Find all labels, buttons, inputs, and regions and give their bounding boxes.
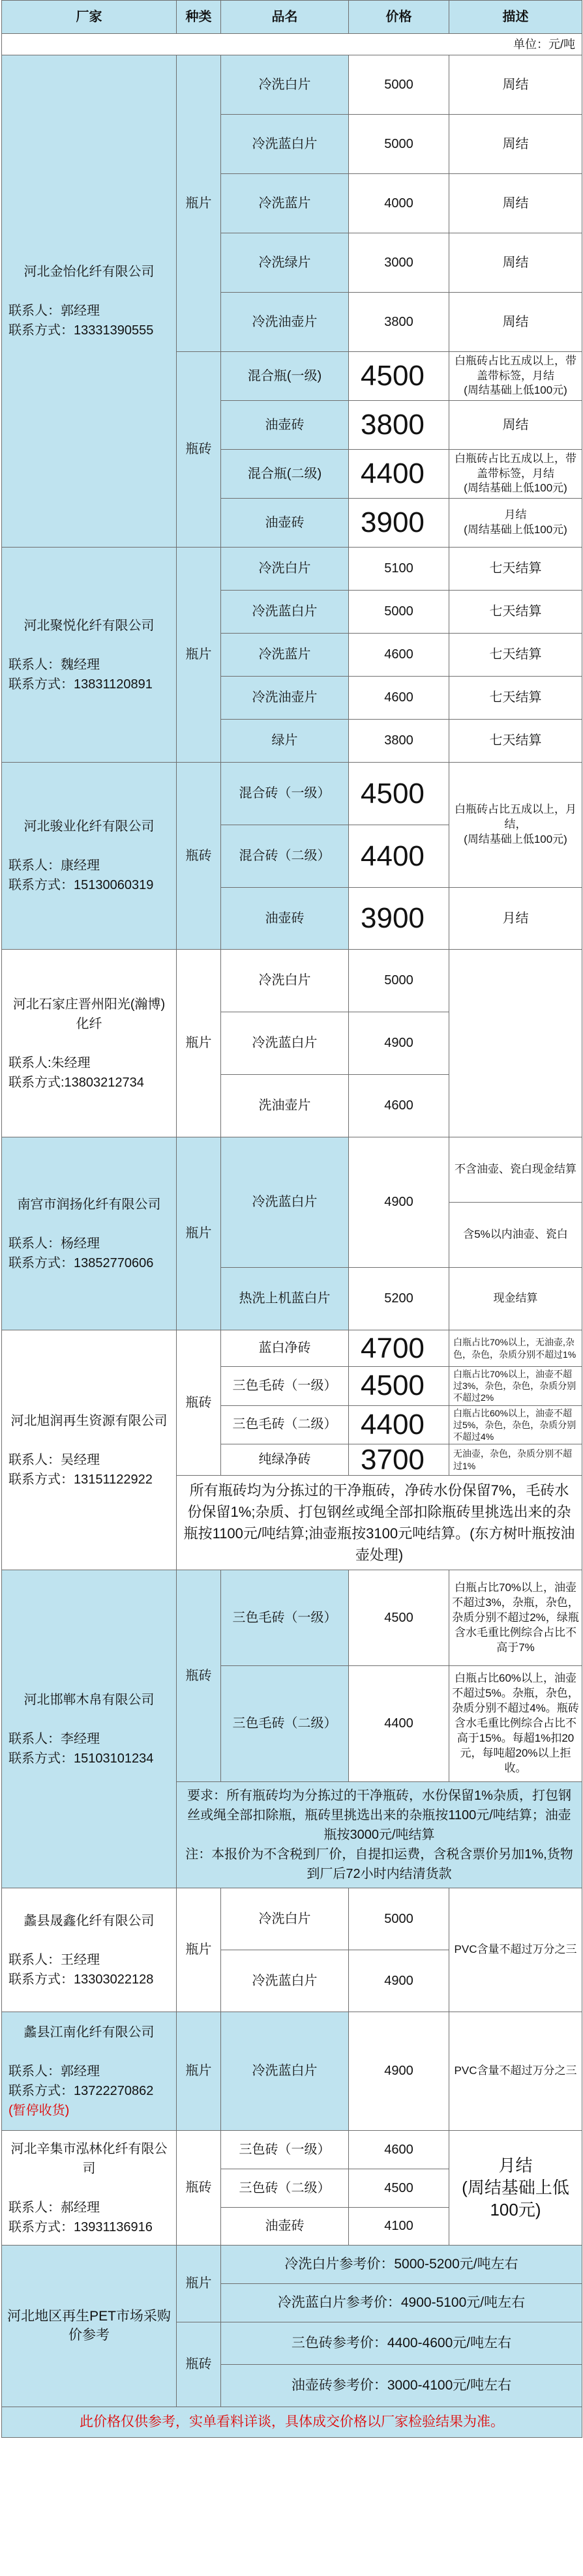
price-cell: 5000 — [349, 591, 449, 634]
desc-cell: 白瓶占比60%以上，油壶不超过5%，杂色，杂色，杂质分别不超过4% — [449, 1405, 582, 1444]
table-row — [2, 763, 582, 825]
company-phone: 联系方式：13331390555 — [8, 323, 154, 338]
product-cell: 冷洗蓝白片 — [221, 115, 349, 174]
price-cell: 3800 — [349, 401, 449, 450]
kind-cell: 瓶片 — [177, 1888, 221, 2012]
price-cell: 4500 — [349, 1570, 449, 1666]
table-row — [2, 1137, 582, 1203]
product-cell: 三色砖（一级） — [221, 2131, 349, 2169]
price-cell: 4100 — [349, 2208, 449, 2246]
price-cell: 4700 — [349, 1330, 449, 1367]
desc-cell: 不含油壶、瓷白现金结算 — [449, 1137, 582, 1203]
kind-cell: 瓶砖 — [177, 2131, 221, 2246]
company-contact: 联系人：魏经理 — [8, 657, 100, 672]
kind-cell: 瓶片 — [177, 1137, 221, 1330]
table-row — [2, 2012, 582, 2131]
product-cell: 油壶砖 — [221, 499, 349, 548]
product-cell: 混合砖（一级） — [221, 763, 349, 825]
product-cell: 热洗上机蓝白片 — [221, 1268, 349, 1330]
product-cell: 冷洗蓝白片 — [221, 1137, 349, 1268]
price-cell: 4400 — [349, 1666, 449, 1782]
price-cell: 3800 — [349, 293, 449, 352]
desc-cell: 周结 — [449, 293, 582, 352]
product-cell: 三色砖（二级） — [221, 2169, 349, 2208]
company-contact: 联系人：李经理 — [8, 1731, 100, 1746]
company-name: 河北骏业化纤有限公司 — [23, 819, 155, 834]
price-cell: 5100 — [349, 548, 449, 591]
desc-cell: 白瓶占比70%以上，油壶不超过3%，杂色，杂色，杂质分别不超过2% — [449, 1367, 582, 1406]
company-cell — [2, 1137, 177, 1330]
company-phone: 联系方式：13831120891 — [8, 677, 153, 692]
desc-cell: 白瓶砖占比五成以上，带盖带标签，月结 (周结基础上低100元) — [449, 352, 582, 401]
price-cell: 5000 — [349, 55, 449, 115]
product-cell: 冷洗蓝白片 — [221, 591, 349, 634]
price-cell: 5200 — [349, 1268, 449, 1330]
product-cell: 冷洗蓝白片 — [221, 1950, 349, 2012]
company-phone: 联系方式：13852770606 — [8, 1255, 154, 1270]
kind-cell: 瓶砖 — [177, 1570, 221, 1782]
footer-disclaimer: 此价格仅供参考，实单看料详谈，具体成交价格以厂家检验结果为准。 — [2, 2407, 582, 2438]
company-phone: 联系方式：13303022128 — [8, 1972, 154, 1987]
company-cell — [2, 763, 177, 950]
price-cell: 4500 — [349, 352, 449, 401]
price-cell: 5000 — [349, 1888, 449, 1950]
desc-cell: 七天结算 — [449, 548, 582, 591]
company-contact: 联系人：郭经理 — [8, 304, 100, 318]
header-product: 品名 — [221, 1, 349, 34]
product-cell: 冷洗蓝片 — [221, 174, 349, 233]
note-cell: 要求：所有瓶砖均为分拣过的干净瓶砖，水份保留1%杂质，打包钢丝或绳全部扣除瓶，瓶砖里挑选出来的杂瓶按1100元/吨结算；油壶瓶按3000元/吨结算 注：本报价为不含税到厂价，自提扣运费，含税含票价另加1%,货物到厂后72小时内结清货款 — [177, 1782, 582, 1888]
company-contact: 联系人：康经理 — [8, 858, 100, 873]
kind-cell: 瓶砖 — [177, 763, 221, 950]
price-cell: 4400 — [349, 1405, 449, 1444]
company-cell — [2, 1888, 177, 2012]
product-cell: 冷洗蓝片 — [221, 634, 349, 677]
desc-cell: 白瓶占比70%以上，无油壶,杂色，杂色，杂质分别不超过1% — [449, 1330, 582, 1367]
company-cell — [2, 548, 177, 763]
desc-cell: 月结 (周结基础上低100元) — [449, 499, 582, 548]
desc-cell: 现金结算 — [449, 1268, 582, 1330]
product-cell: 冷洗白片 — [221, 950, 349, 1012]
kind-cell: 瓶砖 — [177, 352, 221, 548]
product-cell: 绿片 — [221, 720, 349, 763]
product-cell: 冷洗白片 — [221, 55, 349, 115]
reference-line: 三色砖参考价：4400-4600元/吨左右 — [221, 2322, 582, 2365]
table-row — [2, 1330, 582, 1367]
reference-title: 河北地区再生PET市场采购价参考 — [2, 2246, 177, 2407]
price-cell: 4600 — [349, 1075, 449, 1137]
product-cell: 冷洗绿片 — [221, 233, 349, 293]
company-phone: 联系方式：15130060319 — [8, 878, 154, 892]
company-contact: 联系人：郭经理 — [8, 2064, 100, 2079]
kind-cell: 瓶片 — [177, 55, 221, 352]
product-cell: 油壶砖 — [221, 2208, 349, 2246]
price-table — [1, 0, 582, 2438]
table-row — [2, 1888, 582, 1950]
price-cell: 3000 — [349, 233, 449, 293]
product-cell: 冷洗蓝白片 — [221, 1012, 349, 1075]
price-cell: 3800 — [349, 720, 449, 763]
header-description: 描述 — [449, 1, 582, 34]
company-contact: 联系人:朱经理 — [8, 1055, 91, 1070]
product-cell: 混合砖（二级） — [221, 825, 349, 888]
footer-row — [2, 2407, 582, 2438]
price-cell: 4600 — [349, 2131, 449, 2169]
reference-line: 冷洗白片参考价：5000-5200元/吨左右 — [221, 2246, 582, 2284]
product-cell: 油壶砖 — [221, 888, 349, 950]
kind-cell: 瓶片 — [177, 548, 221, 763]
header-kind: 种类 — [177, 1, 221, 34]
company-name: 河北辛集市泓林化纤有限公司 — [10, 2141, 168, 2176]
price-cell: 4500 — [349, 2169, 449, 2208]
price-cell: 5000 — [349, 115, 449, 174]
company-name: 南宫市润扬化纤有限公司 — [17, 1197, 161, 1212]
product-cell: 冷洗白片 — [221, 548, 349, 591]
company-cell — [2, 2131, 177, 2246]
kind-cell: 瓶砖 — [177, 1330, 221, 1476]
price-cell: 4400 — [349, 450, 449, 499]
product-cell: 冷洗油壶片 — [221, 293, 349, 352]
desc-cell: 周结 — [449, 174, 582, 233]
desc-cell: 白瓶占比70%以上，油壶不超过3%，杂瓶，杂色，杂质分别不超过2%，绿瓶含水毛重比例综合占比不高于7% — [449, 1570, 582, 1666]
price-cell: 4400 — [349, 825, 449, 888]
product-cell: 冷洗蓝白片 — [221, 2012, 349, 2131]
company-name: 蠡县晟鑫化纤有限公司 — [23, 1913, 155, 1928]
product-cell: 冷洗油壶片 — [221, 677, 349, 720]
company-cell — [2, 1330, 177, 1570]
product-cell: 三色毛砖（二级） — [221, 1666, 349, 1782]
unit-label: 单位：元/吨 — [2, 34, 582, 55]
company-name: 河北石家庄晋州阳光(瀚博)化纤 — [12, 997, 166, 1031]
desc-cell: 白瓶占比60%以上，油壶不超过5%。杂瓶，杂色，杂质分别不超过4%。瓶砖含水毛重比例综合占比不高于15%。每超1%扣20元，每吨超20%以上拒收。 — [449, 1666, 582, 1782]
kind-cell: 瓶砖 — [177, 2322, 221, 2407]
kind-cell: 瓶片 — [177, 950, 221, 1137]
kind-cell: 瓶片 — [177, 2012, 221, 2131]
table-row — [2, 2131, 582, 2169]
product-cell: 油壶砖 — [221, 401, 349, 450]
price-cell: 4500 — [349, 1367, 449, 1406]
desc-cell: 白瓶砖占比五成以上，月结， (周结基础上低100元) — [449, 763, 582, 888]
company-cell — [2, 2012, 177, 2131]
company-name: 河北金怡化纤有限公司 — [23, 265, 155, 279]
table-row — [2, 2246, 582, 2284]
header-row — [2, 1, 582, 34]
company-cell — [2, 55, 177, 548]
header-price: 价格 — [349, 1, 449, 34]
company-name: 河北旭润再生资源有限公司 — [10, 1413, 168, 1428]
product-cell: 混合瓶(一级) — [221, 352, 349, 401]
reference-line: 油壶砖参考价：3000-4100元/吨左右 — [221, 2365, 582, 2407]
company-contact: 联系人：杨经理 — [8, 1236, 100, 1251]
desc-cell: 七天结算 — [449, 634, 582, 677]
price-cell: 4600 — [349, 677, 449, 720]
desc-cell: 周结 — [449, 115, 582, 174]
price-sheet — [1, 0, 582, 2438]
product-cell: 洗油壶片 — [221, 1075, 349, 1137]
company-phone: 联系方式：15103101234 — [8, 1751, 154, 1766]
desc-cell: 周结 — [449, 233, 582, 293]
table-row — [2, 55, 582, 115]
kind-cell: 瓶片 — [177, 2246, 221, 2322]
company-cell — [2, 1570, 177, 1888]
company-name: 河北邯郸木帛有限公司 — [23, 1692, 155, 1707]
desc-cell: 白瓶砖占比五成以上，带盖带标签，月结 (周结基础上低100元) — [449, 450, 582, 499]
product-cell: 纯绿净砖 — [221, 1444, 349, 1476]
reference-line: 冷洗蓝白片参考价：4900-5100元/吨左右 — [221, 2284, 582, 2322]
company-phone: 联系方式：13722270862 — [8, 2083, 154, 2098]
price-cell: 3700 — [349, 1444, 449, 1476]
product-cell: 三色毛砖（二级） — [221, 1405, 349, 1444]
unit-row — [2, 34, 582, 55]
desc-cell: 含5%以内油壶、瓷白 — [449, 1203, 582, 1268]
company-contact: 联系人：吴经理 — [8, 1452, 100, 1467]
desc-cell: 七天结算 — [449, 677, 582, 720]
company-cell — [2, 950, 177, 1137]
product-cell: 混合瓶(二级) — [221, 450, 349, 499]
desc-cell — [449, 950, 582, 1137]
company-contact: 联系人：郝经理 — [8, 2200, 100, 2215]
price-cell: 4900 — [349, 1137, 449, 1268]
product-cell: 三色毛砖（一级） — [221, 1570, 349, 1666]
table-row — [2, 548, 582, 591]
company-name: 蠡县江南化纤有限公司 — [23, 2025, 155, 2040]
desc-cell: 七天结算 — [449, 720, 582, 763]
desc-cell: 七天结算 — [449, 591, 582, 634]
table-row — [2, 950, 582, 1012]
company-phone: 联系方式：13931136916 — [8, 2219, 153, 2234]
company-phone: 联系方式：13151122922 — [8, 1472, 153, 1487]
note-cell: 所有瓶砖均为分拣过的干净瓶砖，净砖水份保留7%，毛砖水份保留1%;杂质、打包钢丝或绳全部扣除瓶砖里挑选出来的杂瓶按1100元/吨结算;油壶瓶按3100元吨结算。(东方树叶瓶按油壶处理) — [177, 1476, 582, 1570]
product-cell: 三色毛砖（一级） — [221, 1367, 349, 1406]
status-badge: (暂停收货) — [8, 2103, 70, 2118]
price-cell: 4600 — [349, 634, 449, 677]
desc-cell: 月结 — [449, 888, 582, 950]
price-cell: 3900 — [349, 499, 449, 548]
desc-cell: 周结 — [449, 55, 582, 115]
company-name: 河北聚悦化纤有限公司 — [23, 618, 155, 633]
price-cell: 4000 — [349, 174, 449, 233]
company-contact: 联系人：王经理 — [8, 1952, 100, 1967]
desc-cell: PVC含量不超过万分之三 — [449, 2012, 582, 2131]
price-cell: 4500 — [349, 763, 449, 825]
desc-cell: 无油壶，杂色，杂质分别不超过1% — [449, 1444, 582, 1476]
desc-cell: 月结 (周结基础上低100元) — [449, 2131, 582, 2246]
price-cell: 5000 — [349, 950, 449, 1012]
desc-cell: PVC含量不超过万分之三 — [449, 1888, 582, 2012]
table-row — [2, 1570, 582, 1666]
header-company: 厂家 — [2, 1, 177, 34]
product-cell: 冷洗白片 — [221, 1888, 349, 1950]
product-cell: 蓝白净砖 — [221, 1330, 349, 1367]
company-phone: 联系方式:13803212734 — [8, 1075, 144, 1090]
price-cell: 4900 — [349, 1950, 449, 2012]
desc-cell: 周结 — [449, 401, 582, 450]
price-cell: 3900 — [349, 888, 449, 950]
price-cell: 4900 — [349, 1012, 449, 1075]
price-cell: 4900 — [349, 2012, 449, 2131]
